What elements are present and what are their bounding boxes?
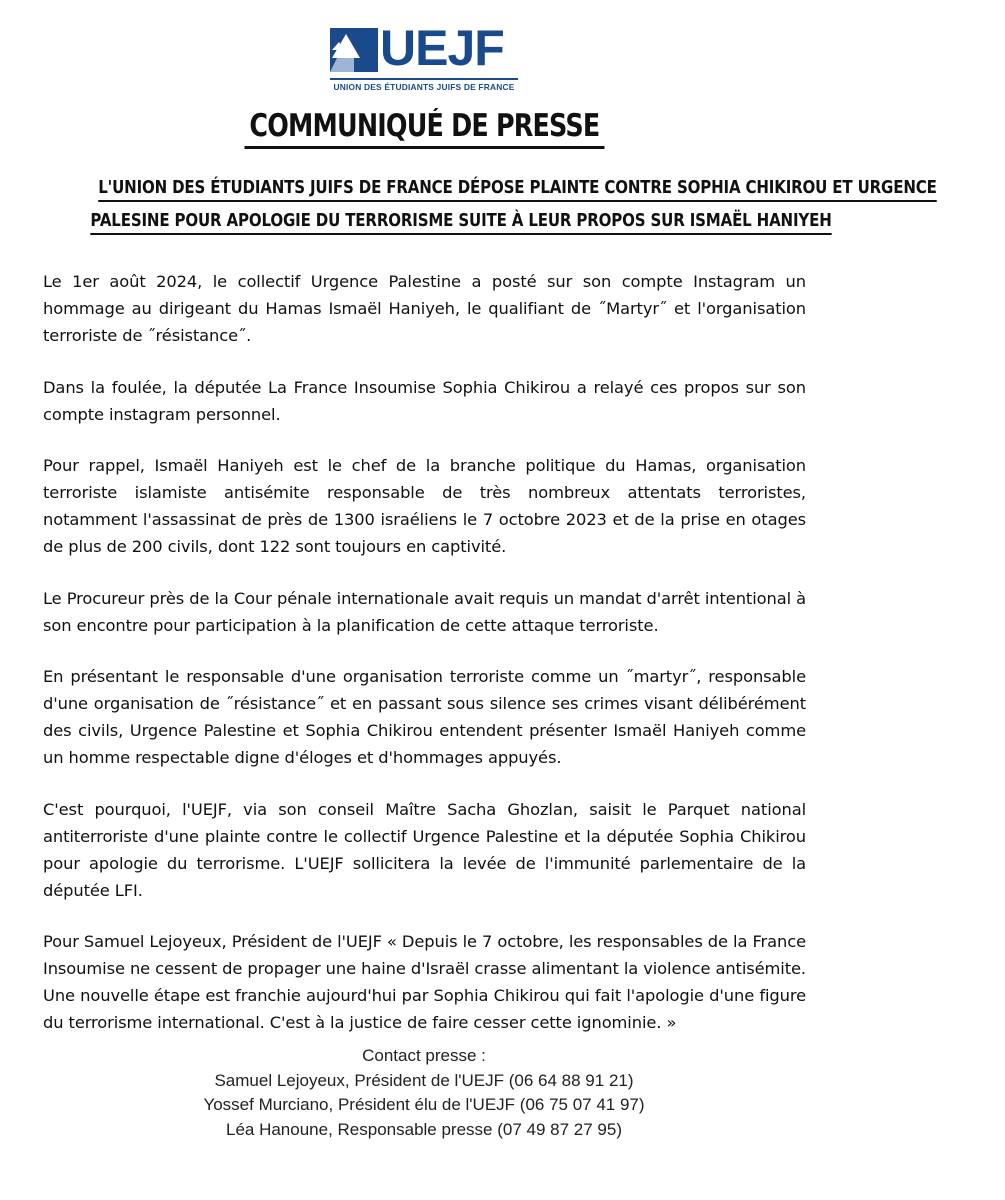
paragraph: Dans la foulée, la députée La France Insoumise Sophia Chikirou a relayé ces propos sur son compte instagram personnel. <box>43 377 806 424</box>
press-contact <box>0 1044 848 1142</box>
contact-line: Samuel Lejoyeux, Président de l'UEJF (06 64 88 91 21) <box>214 1070 634 1090</box>
press-release-body <box>43 268 806 1061</box>
contact-heading: Contact presse : <box>362 1046 486 1065</box>
paragraph: Pour rappel, Ismaël Haniyeh est le chef de la branche politique du Hamas, organisation terroriste islamiste antisémite responsable de très nombreux attentats terroristes, notamment l'assassinat de près de 1300 israéliens le 7 octobre 2023 et de la prise en otages de plus de 200 civils, dont 122 sont toujours en captivité. <box>43 456 806 556</box>
paragraph: Le Procureur près de la Cour pénale internationale avait requis un mandat d'arrêt intentional à son encontre pour participation à la planification de cette attaque terroriste. <box>43 588 806 635</box>
contact-line: Yossef Murciano, Président élu de l'UEJF (06 75 07 41 97) <box>203 1095 645 1114</box>
paragraph: Pour Samuel Lejoyeux, Président de l'UEJF « Depuis le 7 octobre, les responsables de la France Insoumise ne cessent de propager une haine d'Israël crasse alimentant la violence antisémite. Une nouvelle étape est franchie aujourd'hui par Sophia Chikirou qui fait l'apologie d'une figure du terrorisme international. C'est à la justice de faire cesser cette ignominie. » <box>43 932 807 1032</box>
headline-line-2: PALESINE POUR APOLOGIE DU TERRORISME SUITE À LEUR PROPOS SUR ISMAËL HANIYEH <box>90 209 831 235</box>
uejf-logo <box>330 20 520 94</box>
headline <box>30 172 937 238</box>
paragraph: Le 1er août 2024, le collectif Urgence Palestine a posté sur son compte Instagram un hommage au dirigeant du Hamas Ismaël Haniyeh, le qualifiant de ˝Martyr˝ et l'organisation terroriste de ˝résistance˝. <box>43 272 806 345</box>
logo-subtitle: UNION DES ÉTUDIANTS JUIFS DE FRANCE <box>333 82 515 92</box>
logo-wordmark: UEJF <box>380 20 504 76</box>
paragraph: En présentant le responsable d'une organisation terroriste comme un ˝martyr˝, responsable d'une organisation de ˝résistance˝ et en passant sous silence ses crimes visant délibérément des civils, Urgence Palestine et Sophia Chikirou entendent présenter Ismaël Haniyeh comme un homme respectable digne d'éloges et d'hommages appuyés. <box>43 667 806 767</box>
headline-line-1: L'UNION DES ÉTUDIANTS JUIFS DE FRANCE DÉPOSE PLAINTE CONTRE SOPHIA CHIKIROU ET URGENCE <box>98 176 936 202</box>
star-of-david-logo-icon <box>330 28 378 72</box>
contact-line: Léa Hanoune, Responsable presse (07 49 87 27 95) <box>225 1119 622 1139</box>
logo-divider <box>330 78 518 80</box>
page-title <box>0 106 848 149</box>
paragraph: C'est pourquoi, l'UEJF, via son conseil Maître Sacha Ghozlan, saisit le Parquet national antiterroriste d'une plainte contre le collectif Urgence Palestine et la députée Sophia Chikirou pour apologie du terrorisme. L'UEJF sollicitera la levée de l'immunité parlementaire de la députée LFI. <box>43 799 806 900</box>
page-title-text: COMMUNIQUÉ DE PRESSE <box>244 106 604 149</box>
